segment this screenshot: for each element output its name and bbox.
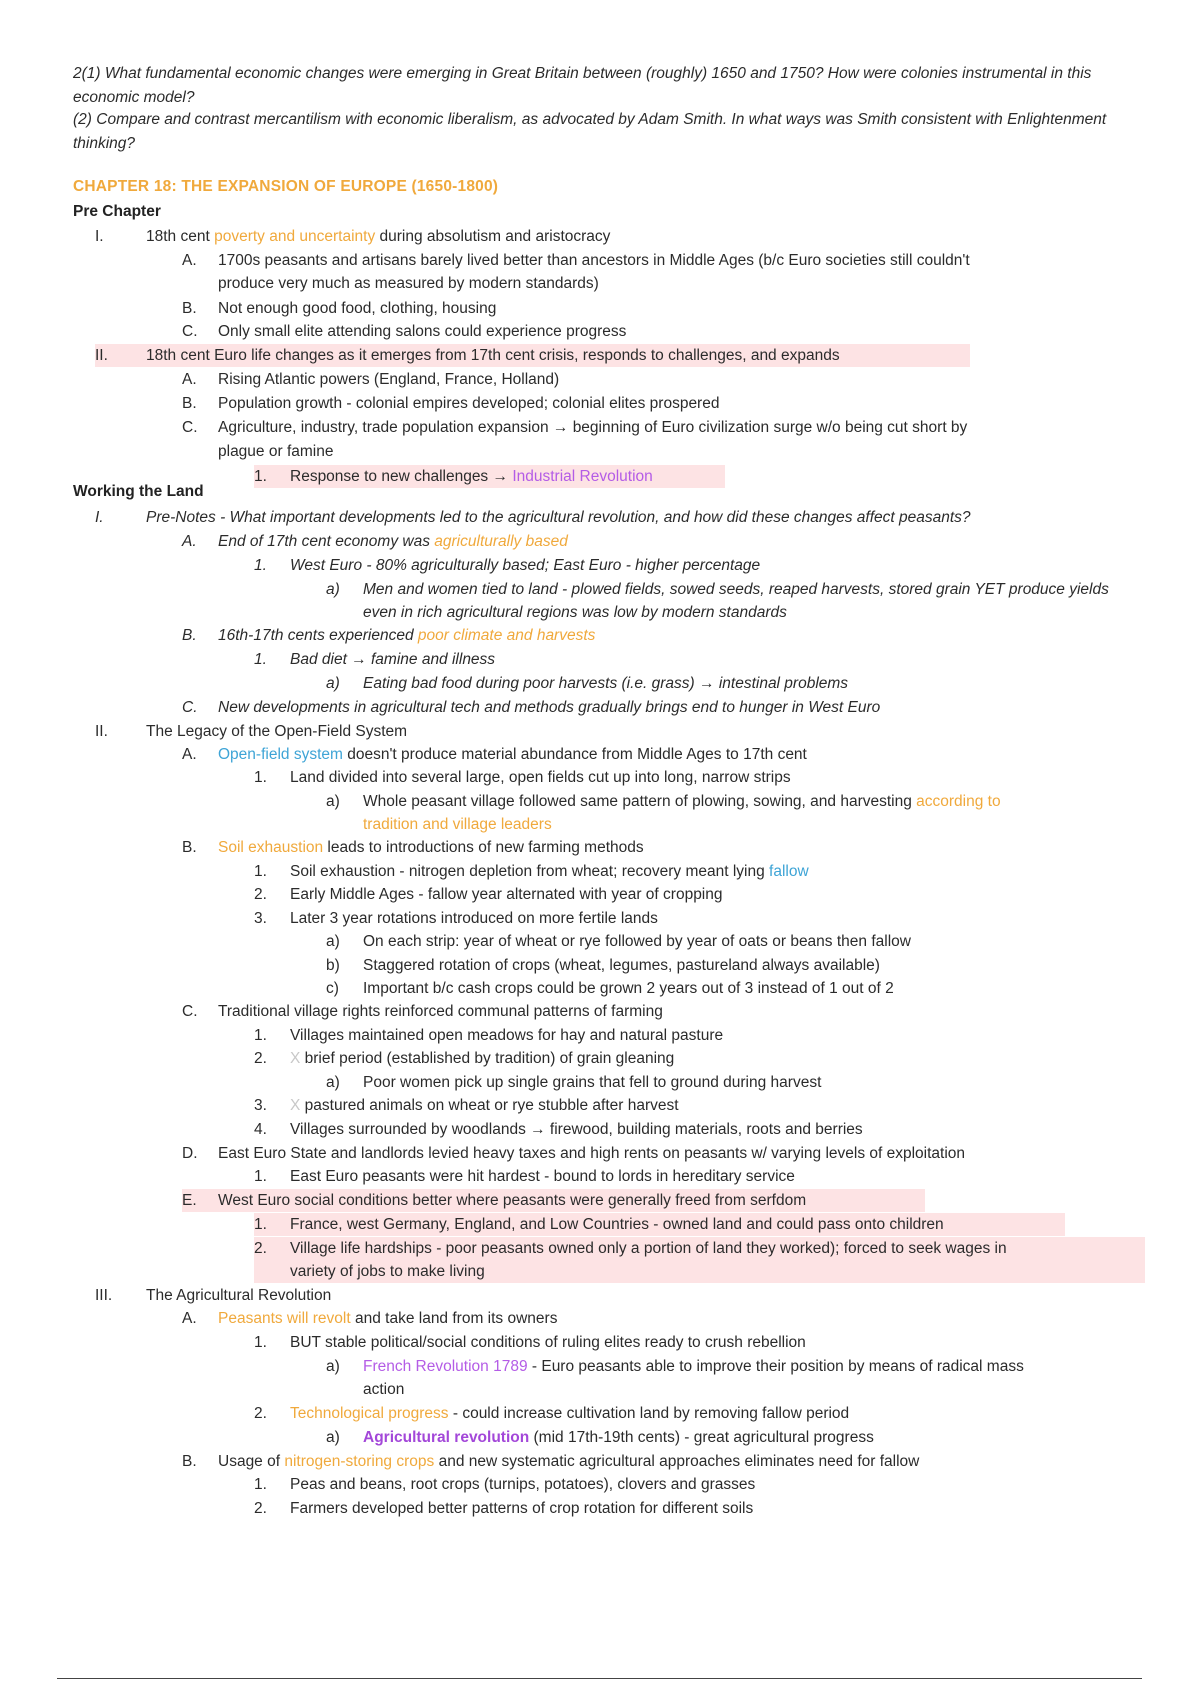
outline-marker: I. [95, 228, 104, 245]
outline-marker: a) [326, 675, 340, 692]
outline-text [218, 1307, 557, 1330]
outline-marker: 2. [254, 1500, 267, 1517]
outline-text [290, 1237, 1007, 1260]
text-segment: Eating bad food during poor harvests (i.e. grass) → intestinal problems [363, 675, 849, 692]
outline-line [182, 1189, 925, 1212]
text-segment: Men and women tied to land - plowed fields, sowed seeds, reaped harvests, stored grain YET produce yields [363, 581, 1109, 598]
text-segment: End of 17th cent economy was [218, 533, 435, 550]
text-segment: produce very much as measured by modern standards) [218, 275, 599, 292]
outline-text [290, 1024, 723, 1047]
outline-text [290, 1165, 795, 1188]
outline-marker: C. [182, 699, 198, 716]
outline-text [218, 696, 880, 719]
outline-marker: 1. [254, 468, 267, 485]
outline-marker: 2. [254, 1050, 267, 1067]
text-segment: Land divided into several large, open fields cut up into long, narrow strips [290, 769, 791, 786]
outline-marker: 1. [254, 1168, 267, 1185]
outline-marker: a) [326, 1358, 340, 1375]
text-segment: 1700s peasants and artisans barely lived better than ancestors in Middle Ages (b/c Euro societies still couldn't [218, 252, 970, 269]
outline-text [218, 836, 644, 859]
outline-marker: B. [182, 395, 197, 412]
section-heading-pre-chapter: Pre Chapter [73, 203, 161, 220]
text-segment: - could increase cultivation land by removing fallow period [448, 1405, 850, 1422]
outline-text [290, 860, 809, 883]
outline-text [290, 1473, 755, 1496]
text-segment: France, west Germany, England, and Low Countries - owned land and could pass onto children [290, 1216, 944, 1233]
outline-text [146, 506, 971, 529]
outline-marker: 2. [254, 1405, 267, 1422]
text-segment: Villages surrounded by woodlands → firewood, building materials, roots and berries [290, 1121, 863, 1138]
text-segment: and take land from its owners [350, 1310, 558, 1327]
highlighted-term: tradition and village leaders [363, 816, 552, 833]
text-segment: variety of jobs to make living [290, 1263, 485, 1280]
text-segment: Rising Atlantic powers (England, France, Holland) [218, 371, 560, 388]
text-segment: Farmers developed better patterns of crop rotation for different soils [290, 1500, 754, 1517]
text-segment: Villages maintained open meadows for hay and natural pasture [290, 1027, 724, 1044]
outline-marker: B. [182, 300, 197, 317]
outline-marker: B. [182, 627, 197, 644]
outline-text [146, 1284, 331, 1307]
text-segment: leads to introductions of new farming methods [323, 839, 644, 856]
highlighted-term: Soil exhaustion [218, 839, 324, 856]
outline-text [218, 624, 595, 647]
text-segment: plague or famine [218, 443, 334, 460]
outline-marker: 2. [254, 886, 267, 903]
outline-text [290, 1094, 679, 1117]
outline-text [146, 225, 610, 248]
outline-marker: B. [182, 839, 197, 856]
text-segment: Agriculture, industry, trade population expansion → beginning of Euro civilization surge w/o being cut short by [218, 419, 968, 436]
outline-text [363, 954, 880, 977]
outline-marker: 1. [254, 557, 267, 574]
outline-text [363, 1071, 821, 1094]
outline-text [290, 648, 495, 671]
text-segment: even in rich agricultural regions was low by modern standards [363, 604, 787, 621]
outline-marker: B. [182, 1453, 197, 1470]
text-segment: Not enough good food, clothing, housing [218, 300, 497, 317]
text-segment: East Euro State and landlords levied heavy taxes and high rents on peasants w/ varying levels of exploitation [218, 1145, 966, 1162]
outline-text [218, 440, 333, 463]
outline-marker: A. [182, 533, 197, 550]
highlighted-term: poor climate and harvests [417, 627, 596, 644]
outline-line [254, 1237, 1145, 1260]
outline-text [290, 1118, 863, 1141]
highlighted-term: Industrial Revolution [512, 468, 653, 485]
outline-marker: 4. [254, 1121, 267, 1138]
outline-marker: 3. [254, 1097, 267, 1114]
text-segment: - Euro peasants able to improve their position by means of radical mass [527, 1358, 1024, 1375]
outline-marker: A. [182, 371, 197, 388]
highlighted-term: X [290, 1050, 301, 1067]
text-segment: action [363, 1381, 405, 1398]
outline-text [218, 320, 626, 343]
text-segment: Response to new challenges → [290, 468, 513, 485]
outline-text [290, 1331, 806, 1354]
outline-text [146, 344, 840, 367]
outline-text [363, 790, 1001, 813]
highlighted-term: nitrogen-storing crops [284, 1453, 435, 1470]
text-segment: Important b/c cash crops could be grown 2 years out of 3 instead of 1 out of 2 [363, 980, 894, 997]
outline-text [218, 1142, 965, 1165]
outline-marker: II. [95, 723, 108, 740]
text-segment: Only small elite attending salons could experience progress [218, 323, 627, 340]
outline-text [290, 554, 760, 577]
text-segment: The Agricultural Revolution [146, 1287, 332, 1304]
text-segment: Usage of [218, 1453, 285, 1470]
outline-text [363, 1378, 404, 1401]
outline-text [363, 977, 894, 1000]
outline-marker: 3. [254, 910, 267, 927]
outline-marker: E. [182, 1192, 197, 1209]
outline-marker: 1. [254, 863, 267, 880]
outline-marker: 1. [254, 769, 267, 786]
outline-text [218, 249, 970, 272]
outline-text [290, 766, 791, 789]
highlighted-term: X [290, 1097, 301, 1114]
outline-marker: II. [95, 347, 108, 364]
text-segment: doesn't produce material abundance from Middle Ages to 17th cent [342, 746, 807, 763]
outline-marker: C. [182, 419, 198, 436]
highlighted-term: Agricultural revolution [363, 1429, 530, 1446]
outline-text [218, 743, 807, 766]
text-segment: Pre-Notes - What important developments led to the agricultural revolution, and how did these changes affect peasants? [146, 509, 971, 526]
outline-text [218, 530, 568, 553]
outline-line [254, 1260, 1145, 1283]
outline-text [218, 1000, 663, 1023]
outline-marker: b) [326, 957, 340, 974]
text-segment: Whole peasant village followed same pattern of plowing, sowing, and harvesting [363, 793, 917, 810]
outline-text [290, 1402, 849, 1425]
highlighted-term: Technological progress [290, 1405, 449, 1422]
text-segment: East Euro peasants were hit hardest - bound to lords in hereditary service [290, 1168, 795, 1185]
highlighted-term: Open-field system [218, 746, 343, 763]
chapter-heading [73, 178, 498, 196]
text-segment: Later 3 year rotations introduced on more fertile lands [290, 910, 658, 927]
outline-marker: 1. [254, 1476, 267, 1493]
footer-rule [57, 1678, 1142, 1679]
outline-marker: 1. [254, 651, 267, 668]
text-segment: 16th-17th cents experienced [218, 627, 418, 644]
outline-text [218, 392, 719, 415]
outline-line [95, 344, 970, 367]
outline-text [363, 813, 552, 836]
text-segment: New developments in agricultural tech and methods gradually brings end to hunger in West Euro [218, 699, 881, 716]
text-segment: West Euro - 80% agriculturally based; East Euro - higher percentage [290, 557, 761, 574]
highlighted-term: Peasants will revolt [218, 1310, 351, 1327]
text-segment: brief period (established by tradition) of grain gleaning [300, 1050, 675, 1067]
outline-line [254, 1213, 1065, 1236]
outline-marker: c) [326, 980, 339, 997]
outline-text [218, 416, 967, 439]
outline-marker: 1. [254, 1216, 267, 1233]
text-segment: Poor women pick up single grains that fell to ground during harvest [363, 1074, 822, 1091]
text-segment: and new systematic agricultural approaches eliminates need for fallow [434, 1453, 920, 1470]
outline-text [363, 601, 787, 624]
highlighted-term: agriculturally based [434, 533, 568, 550]
outline-text [363, 930, 911, 953]
outline-marker: III. [95, 1287, 113, 1304]
chapter-label: CHAPTER 18: [73, 178, 177, 195]
outline-text [363, 672, 848, 695]
outline-text [363, 1426, 874, 1449]
text-segment: Soil exhaustion - nitrogen depletion from wheat; recovery meant lying [290, 863, 770, 880]
chapter-title: THE EXPANSION OF EUROPE (1650-1800) [181, 178, 499, 195]
outline-marker: A. [182, 746, 197, 763]
outline-marker: a) [326, 581, 340, 598]
outline-marker: I. [95, 509, 104, 526]
text-segment: Village life hardships - poor peasants owned only a portion of land they worked); forced to seek wages in [290, 1240, 1007, 1257]
outline-text [218, 1450, 919, 1473]
review-question-1: 2(1) What fundamental economic changes were emerging in Great Britain between (roughly) 1650 and 1750? How were colonies instrumental in this economic model? [73, 65, 1092, 106]
outline-marker: D. [182, 1145, 198, 1162]
text-segment: Population growth - colonial empires developed; colonial elites prospered [218, 395, 720, 412]
outline-marker: a) [326, 933, 340, 950]
outline-text [218, 272, 599, 295]
outline-marker: C. [182, 1003, 198, 1020]
outline-line [254, 465, 725, 488]
outline-marker: a) [326, 1074, 340, 1091]
outline-text [146, 720, 407, 743]
outline-text [218, 368, 559, 391]
outline-text [218, 297, 496, 320]
text-segment: Staggered rotation of crops (wheat, legumes, pastureland always available) [363, 957, 880, 974]
outline-text [363, 1355, 1024, 1378]
outline-marker: 1. [254, 1334, 267, 1351]
outline-text [290, 1213, 944, 1236]
outline-marker: A. [182, 252, 197, 269]
text-segment: The Legacy of the Open-Field System [146, 723, 408, 740]
outline-text [290, 1260, 485, 1283]
text-segment: Traditional village rights reinforced communal patterns of farming [218, 1003, 663, 1020]
outline-marker: C. [182, 323, 198, 340]
text-segment: BUT stable political/social conditions of ruling elites ready to crush rebellion [290, 1334, 806, 1351]
outline-marker: 2. [254, 1240, 267, 1257]
outline-marker: a) [326, 1429, 340, 1446]
text-segment: Early Middle Ages - fallow year alternated with year of cropping [290, 886, 723, 903]
highlighted-term: French Revolution 1789 [363, 1358, 528, 1375]
outline-text [290, 1047, 674, 1070]
outline-text [290, 907, 658, 930]
outline-text [290, 883, 723, 906]
outline-marker: A. [182, 1310, 197, 1327]
highlighted-term: according to [916, 793, 1001, 810]
text-segment: 18th cent [146, 228, 215, 245]
text-segment: On each strip: year of wheat or rye followed by year of oats or beans then fallow [363, 933, 911, 950]
outline-marker: 1. [254, 1027, 267, 1044]
outline-text [363, 578, 1109, 601]
outline-text [290, 465, 653, 488]
outline-text [218, 1189, 806, 1212]
outline-marker: a) [326, 793, 340, 810]
outline-text [290, 1497, 753, 1520]
highlighted-term: fallow [769, 863, 809, 880]
text-segment: pastured animals on wheat or rye stubble after harvest [300, 1097, 679, 1114]
text-segment: Peas and beans, root crops (turnips, potatoes), clovers and grasses [290, 1476, 756, 1493]
text-segment: West Euro social conditions better where peasants were generally freed from serfdom [218, 1192, 807, 1209]
text-segment: during absolutism and aristocracy [375, 228, 611, 245]
section-heading-working-the-land: Working the Land [73, 483, 204, 500]
text-segment: Bad diet → famine and illness [290, 651, 496, 668]
text-segment: 18th cent Euro life changes as it emerges from 17th cent crisis, responds to challenges, and expands [146, 347, 840, 364]
highlighted-term: poverty and uncertainty [214, 228, 376, 245]
text-segment: (mid 17th-19th cents) - great agricultural progress [529, 1429, 874, 1446]
review-question-2: (2) Compare and contrast mercantilism with economic liberalism, as advocated by Adam Smith. In what ways was Smith consistent with Enlightenment thinking? [73, 111, 1107, 152]
